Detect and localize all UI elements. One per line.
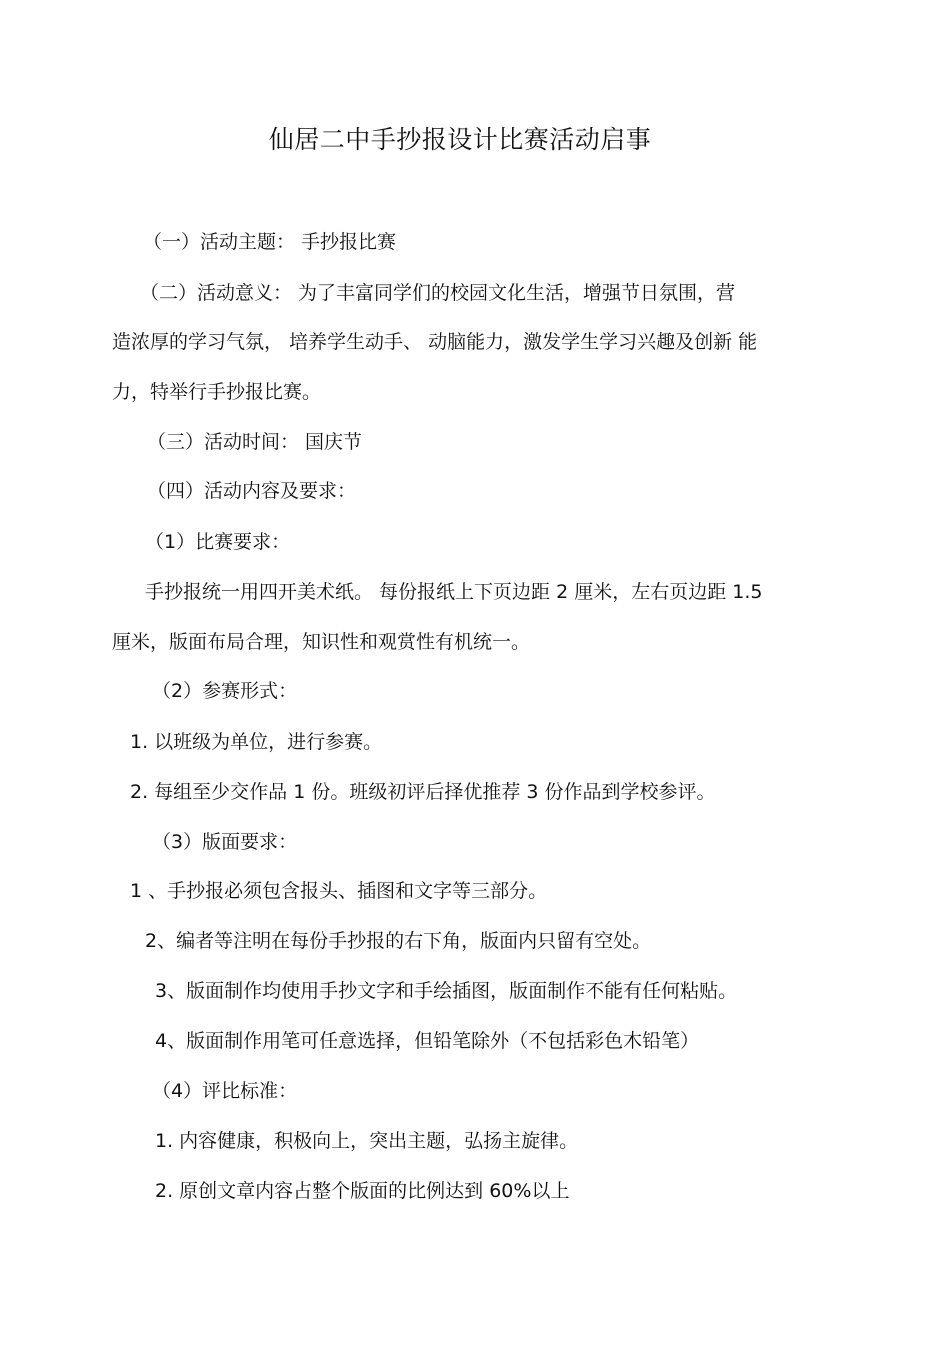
participation-form-heading: （2）参赛形式： [152,680,298,702]
activity-meaning-line-1: （二）活动意义： 为了丰富同学们的校园文化生活，增强节日氛围，营 [140,282,736,304]
evaluation-criteria-heading: （4）评比标准： [152,1080,298,1102]
activity-meaning-line-3: 力，特举行手抄报比赛。 [112,381,322,403]
layout-item-3: 3、版面制作均使用手抄文字和手绘插图，版面制作不能有任何粘贴。 [155,980,738,1002]
activity-time-line: （三）活动时间： 国庆节 [147,431,363,453]
competition-requirements-line-1: 手抄报统一用四开美术纸。 每份报纸上下页边距 2 厘米，左右页边距 1.5 [145,581,763,603]
competition-requirements-line-2: 厘米，版面布局合理，知识性和观赏性有机统一。 [112,631,531,653]
layout-item-1: 1 、手抄报必须包含报头、插图和文字等三部分。 [130,880,548,902]
participation-item-1: 1. 以班级为单位，进行参赛。 [130,731,383,753]
evaluation-item-1: 1. 内容健康，积极向上，突出主题，弘扬主旋律。 [155,1130,579,1152]
layout-requirements-heading: （3）版面要求： [152,831,298,853]
layout-item-2: 2、编者等注明在每份手抄报的右下角，版面内只留有空处。 [145,930,652,952]
activity-theme-line: （一）活动主题： 手抄报比赛 [143,231,397,253]
layout-item-4: 4、版面制作用笔可任意选择，但铅笔除外（不包括彩色木铅笔） [155,1030,700,1052]
document-title: 仙居二中手抄报设计比赛活动启事 [268,125,652,154]
activity-content-heading: （四）活动内容及要求： [147,480,357,502]
participation-item-2: 2. 每组至少交作品 1 份。班级初评后择优推荐 3 份作品到学校参评。 [130,781,716,803]
evaluation-item-2: 2. 原创文章内容占整个版面的比例达到 60%以上 [155,1180,570,1202]
activity-meaning-line-2: 造浓厚的学习气氛， 培养学生动手、 动脑能力，激发学生学习兴趣及创新 能 [112,331,758,353]
competition-requirements-heading: （1）比赛要求： [145,531,291,553]
